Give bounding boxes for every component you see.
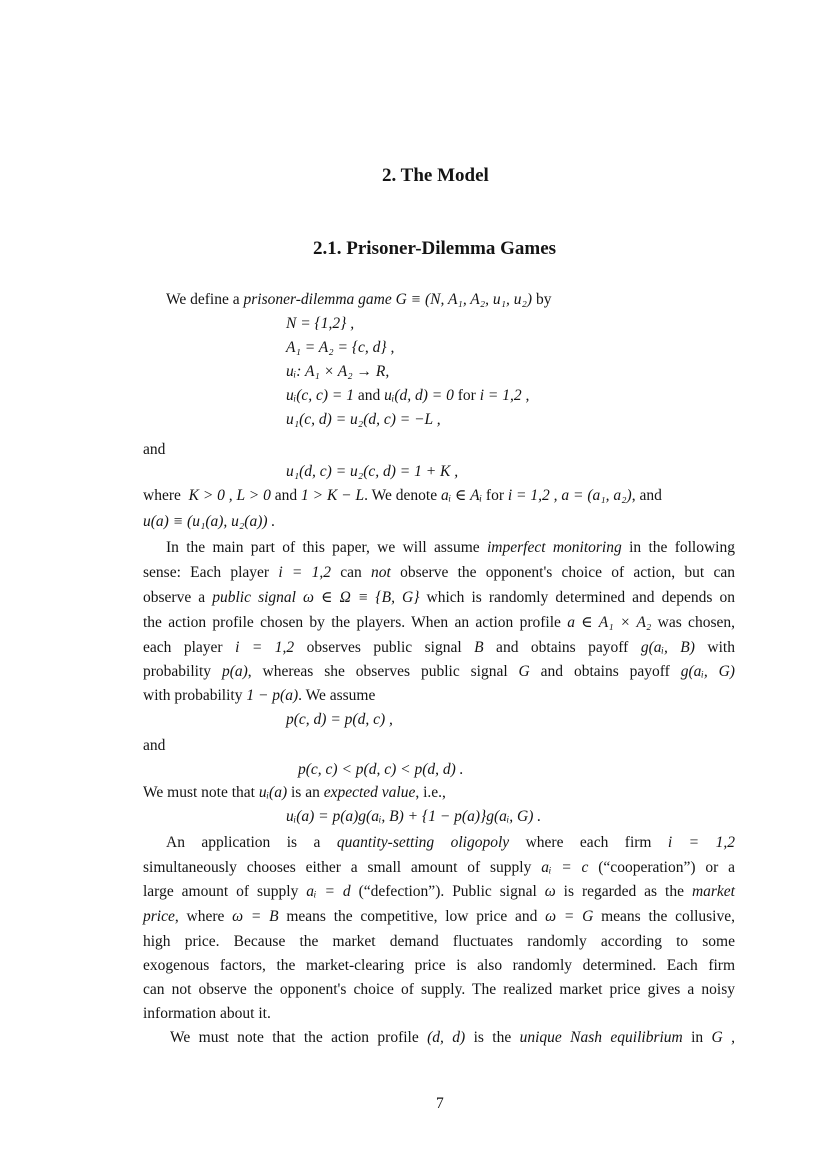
paragraph-line xyxy=(143,662,735,682)
equation-expected-payoff: uᵢ(a) = p(a)g(aᵢ, B) + {1 − p(a)}g(aᵢ, G) . xyxy=(286,808,542,825)
text: sense: Each player xyxy=(143,564,279,581)
paragraph-line xyxy=(143,858,735,878)
math: G , xyxy=(711,1029,735,1046)
term: market xyxy=(691,883,735,900)
math: (d, d) xyxy=(427,1029,466,1046)
text: the action profile chosen by the players. When an action profile xyxy=(143,614,568,631)
math: p(a) xyxy=(221,663,248,680)
text: in xyxy=(682,1029,712,1046)
equation-prob-order: p(c, c) < p(d, c) < p(d, d) . xyxy=(298,761,464,778)
text: with probability xyxy=(143,687,247,704)
math: 1 − p(a) xyxy=(246,687,299,704)
text: where xyxy=(143,487,181,504)
math: B xyxy=(474,639,484,656)
equation-n: N = {1,2} , xyxy=(286,315,355,332)
text: observes public signal xyxy=(294,639,475,656)
text: and obtains payoff xyxy=(529,663,681,680)
text-and: and xyxy=(143,441,166,458)
text: We define a xyxy=(166,291,244,308)
math: i = 1,2 xyxy=(278,564,332,581)
paragraph-line: high price. Because the market demand fluctuates randomly according to some xyxy=(143,933,735,950)
text: We must note that the action profile xyxy=(170,1029,428,1046)
math: i = 1,2 , xyxy=(479,387,530,404)
text: is an xyxy=(287,784,324,801)
text: An application is a xyxy=(166,834,337,851)
text: and xyxy=(354,387,385,404)
text: , where xyxy=(174,908,233,925)
equation-payoff-dc: u₁(d, c) = u₂(c, d) = 1 + K , xyxy=(286,463,459,480)
paragraph-line xyxy=(143,686,375,706)
term-prisoner-dilemma-game: prisoner-dilemma game xyxy=(243,291,392,308)
paragraph-line xyxy=(166,538,735,558)
text: in the following xyxy=(621,539,735,556)
text: and xyxy=(270,487,301,504)
text: (“defection”). Public signal xyxy=(350,883,545,900)
math: K > 0 , L > 0 xyxy=(188,487,271,504)
text-and: and xyxy=(143,737,166,754)
text: We must note that xyxy=(143,784,259,801)
text: In the main part of this paper, we will assume xyxy=(166,539,487,556)
math: i = 1,2 xyxy=(667,834,735,851)
where-line xyxy=(143,486,662,506)
paragraph-line xyxy=(143,613,735,633)
math: ω ∈ Ω ≡ {B, G} xyxy=(303,589,420,606)
text: is the xyxy=(465,1029,520,1046)
term-expected-value: expected value xyxy=(323,784,416,801)
subsection-title: 2.1. Prisoner-Dilemma Games xyxy=(313,238,557,259)
math: ω = G xyxy=(545,908,594,925)
text: with xyxy=(694,639,735,656)
page-number: 7 xyxy=(436,1095,444,1112)
paragraph-line xyxy=(166,833,735,853)
paragraph-line: can not observe the opponent's choice of supply. The realized market price gives a noisy xyxy=(143,981,735,998)
note-line xyxy=(143,783,446,803)
math: 1 > K − L xyxy=(301,487,365,504)
text: . We denote xyxy=(364,487,441,504)
math: i = 1,2 , a = (a₁, a₂) xyxy=(507,487,632,504)
text: and obtains payoff xyxy=(483,639,641,656)
math: uᵢ(c, c) = 1 xyxy=(286,387,354,404)
text: observe the opponent's choice of action, but can xyxy=(390,564,735,581)
term: quantity-setting oligopoly xyxy=(336,834,510,851)
text: large amount of supply xyxy=(143,883,307,900)
math: ω = B xyxy=(232,908,279,925)
math: a ∈ A₁ × A₂ xyxy=(567,614,652,631)
paragraph-line: information about it. xyxy=(143,1005,271,1022)
text: was chosen, xyxy=(651,614,735,631)
text: . We assume xyxy=(298,687,376,704)
text: by xyxy=(532,291,552,308)
math: uᵢ(a) xyxy=(258,784,288,801)
emphasis: not xyxy=(371,564,391,581)
text: means the collusive, xyxy=(593,908,735,925)
equation-payoff-function: uᵢ: A₁ × A₂ → R, xyxy=(286,363,390,380)
text: , whereas she observes public signal xyxy=(247,663,519,680)
math: uᵢ(d, d) = 0 xyxy=(384,387,454,404)
text: simultaneously chooses either a small amount of supply xyxy=(143,859,542,876)
math: aᵢ = d xyxy=(306,883,351,900)
text: can xyxy=(331,564,372,581)
math: aᵢ = c xyxy=(541,859,589,876)
paragraph-line xyxy=(143,882,735,902)
paragraph-line xyxy=(143,638,735,658)
text: means the competitive, low price and xyxy=(278,908,546,925)
text: , i.e., xyxy=(415,784,446,801)
text: which is randomly determined and depends on xyxy=(419,589,735,606)
text: is regarded as the xyxy=(555,883,692,900)
text: probability xyxy=(143,663,222,680)
paragraph-line xyxy=(143,563,735,583)
equation-payoff-cd: u₁(c, d) = u₂(d, c) = −L , xyxy=(286,411,441,428)
paragraph-line xyxy=(143,588,735,608)
math: g(aᵢ, G) xyxy=(680,663,735,680)
equation-action-sets: A₁ = A₂ = {c, d} , xyxy=(286,339,395,356)
math: aᵢ ∈ Aᵢ xyxy=(440,487,483,504)
text: where each firm xyxy=(509,834,668,851)
math: ω xyxy=(544,883,556,900)
term: public signal xyxy=(212,589,296,606)
math: i = 1,2 xyxy=(235,639,295,656)
text: , and xyxy=(631,487,662,504)
math: G xyxy=(518,663,530,680)
text: for xyxy=(482,487,508,504)
paragraph-line xyxy=(143,907,735,927)
paragraph-line xyxy=(170,1028,735,1048)
section-title: 2. The Model xyxy=(382,165,489,186)
equation-payoff-vector: u(a) ≡ (u₁(a), u₂(a)) . xyxy=(143,513,276,530)
text: each player xyxy=(143,639,236,656)
term: imperfect monitoring xyxy=(486,539,622,556)
text: (“cooperation”) or a xyxy=(588,859,735,876)
math: G ≡ (N, A₁, A₂, u₁, u₂) xyxy=(395,291,533,308)
text: observe a xyxy=(143,589,213,606)
text: for xyxy=(453,387,480,404)
equation-prob-symmetry: p(c, d) = p(d, c) , xyxy=(286,711,393,728)
term: price xyxy=(143,908,175,925)
paragraph-line: exogenous factors, the market-clearing price is also randomly determined. Each firm xyxy=(143,957,735,974)
math: g(aᵢ, B) xyxy=(640,639,695,656)
term-unique-nash-equilibrium: unique Nash equilibrium xyxy=(519,1029,683,1046)
equation-payoff-cc xyxy=(286,386,529,406)
definition-intro xyxy=(166,290,551,310)
